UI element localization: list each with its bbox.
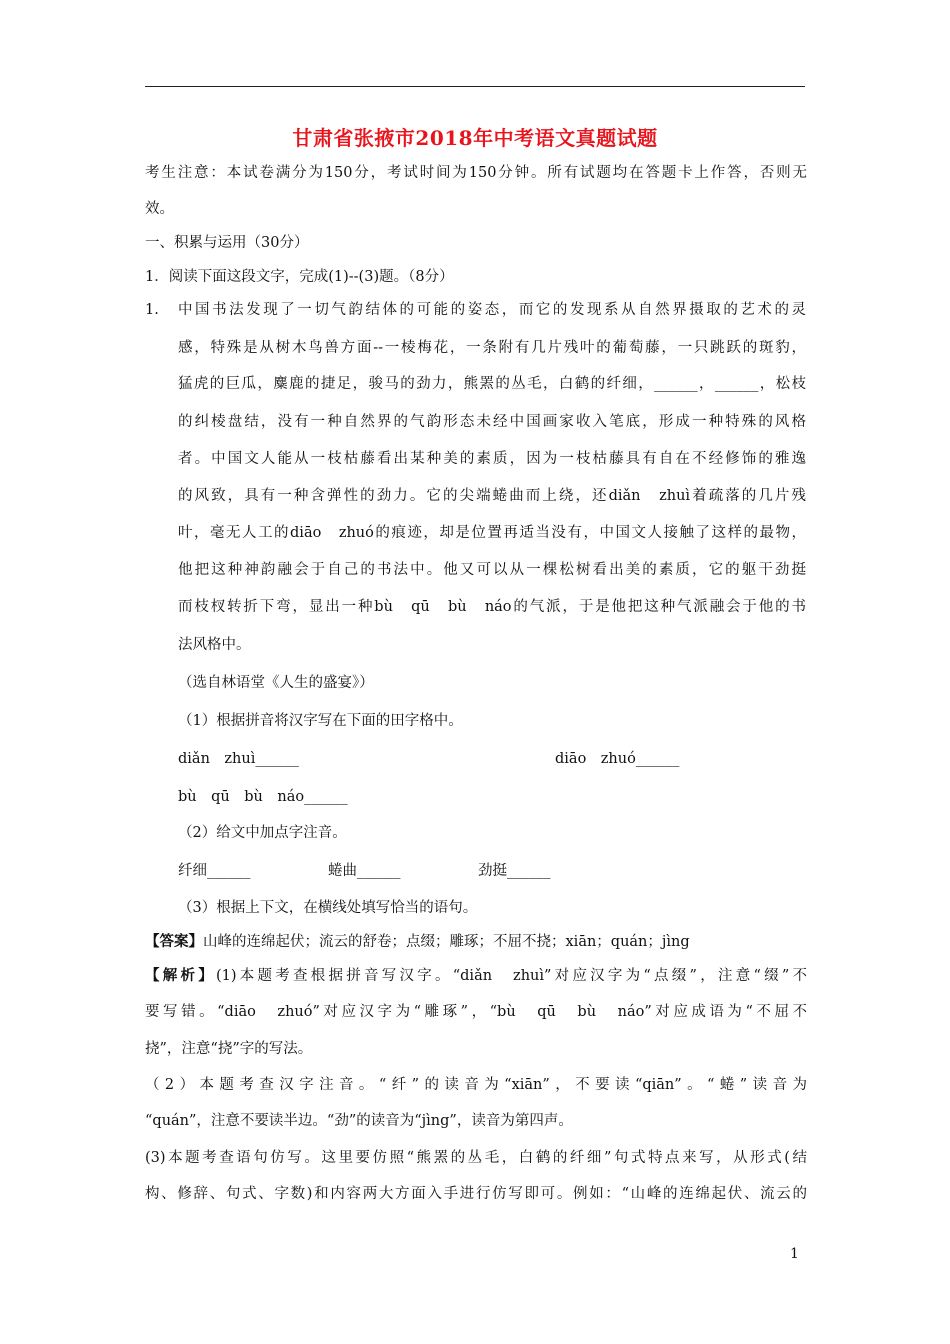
analysis-line-1: [145, 966, 807, 986]
phonetic-blank-quanqu: 蜷曲______: [328, 863, 401, 879]
sub-question-3: （3）根据上下文，在横线处填写恰当的语句。: [178, 900, 478, 916]
passage-line: 而枝杈转折下弯，显出一种bù qū bù náo的气派，于是他把这种气派融会于他的书: [178, 599, 806, 615]
pinyin-blank-buqubunao: bù qū bù náo______: [178, 789, 348, 805]
passage-line: 他把这种神韵融会于自己的书法中。他又可以从一棵松树看出美的素质，它的躯干劲挺: [178, 562, 806, 578]
question-intro: 1．阅读下面这段文字，完成(1)--(3)题。（8分）: [145, 269, 454, 285]
pinyin-blank-dianzhui: diǎn zhuì______: [178, 751, 299, 767]
analysis-line: （2）本题考查汉字注音。“纤”的读音为“xiān”，不要读“qiān”。“蜷”读音为: [145, 1077, 807, 1093]
passage-line: 者。中国文人能从一枝枯藤看出某种美的素质，因为一枝枯藤具有自在不经修饰的雅逸: [178, 451, 806, 467]
phonetic-blank-xianxi: 纤细______: [178, 863, 251, 879]
notice-line-1: 考生注意：本试卷满分为150分，考试时间为150分钟。所有试题均在答题卡上作答，否则无: [145, 165, 807, 181]
passage-line: 的风致，具有一种含弹性的劲力。它的尖端蜷曲而上绕，还diǎn zhuì着疏落的几片残: [178, 488, 806, 504]
sub-question-1: （1）根据拼音将汉字写在下面的田字格中。: [178, 713, 463, 729]
analysis-line: 挠”，注意“挠”字的写法。: [145, 1041, 313, 1057]
section-heading: 一、积累与运用（30分）: [145, 235, 309, 251]
answer-label: 【答案】: [145, 933, 203, 950]
passage-line: 中国书法发现了一切气韵结体的可能的姿态，而它的发现系从自然界摄取的艺术的灵: [178, 302, 806, 318]
analysis-line: “quán”，注意不要读半边。“劲”的读音为“jìng”，读音为第四声。: [145, 1113, 573, 1129]
passage-line: 猛虎的巨瓜，麋鹿的捷足，骏马的劲力，熊罴的丛毛，白鹤的纤细，______，______，松枝: [178, 376, 806, 392]
analysis-text: (1)本题考查根据拼音写汉字。“diǎn zhuì”对应汉字为“点缀”，注意“缀”不: [216, 968, 808, 984]
notice-line-2: 效。: [145, 201, 174, 217]
header-rule: [145, 86, 805, 87]
analysis-line: 要写错。“diāo zhuó”对应汉字为“雕琢”，“bù qū bù náo”对应成语为“不屈不: [145, 1004, 807, 1020]
passage-source: （选自林语堂《人生的盛宴》）: [178, 675, 374, 691]
passage-line: 法风格中。: [178, 637, 251, 653]
passage-line: 的纠棱盘结，没有一种自然界的气韵形态未经中国画家收入笔底，形成一种特殊的风格: [178, 414, 806, 430]
document-title: 甘肃省张掖市2018年中考语文真题试题: [292, 126, 658, 150]
passage-number: 1.: [145, 302, 159, 318]
pinyin-blank-diaozhuo: diāo zhuó______: [555, 751, 680, 767]
analysis-label: 【解析】: [145, 967, 216, 984]
analysis-line: (3)本题考查语句仿写。这里要仿照“熊罴的丛毛，白鹤的纤细”句式特点来写，从形式(结: [145, 1150, 807, 1166]
passage-line: 叶，毫无人工的diāo zhuó的痕迹，却是位置再适当没有，中国文人接触了这样的最物，: [178, 525, 806, 541]
answer-line: [145, 932, 690, 952]
answer-text: 山峰的连绵起伏；流云的舒卷；点缀；雕琢；不屈不挠；xiān；quán；jìng: [203, 934, 690, 950]
phonetic-blank-jingting: 劲挺______: [478, 863, 551, 879]
passage-line: 感，特殊是从树木鸟兽方面--一棱梅花，一条附有几片残叶的葡萄藤，一只跳跃的斑豹，: [178, 340, 806, 356]
analysis-line: 构、修辞、句式、字数)和内容两大方面入手进行仿写即可。例如：“山峰的连绵起伏、流云的: [145, 1186, 807, 1202]
sub-question-2: （2）给文中加点字注音。: [178, 825, 347, 841]
page-number: 1: [790, 1246, 799, 1262]
